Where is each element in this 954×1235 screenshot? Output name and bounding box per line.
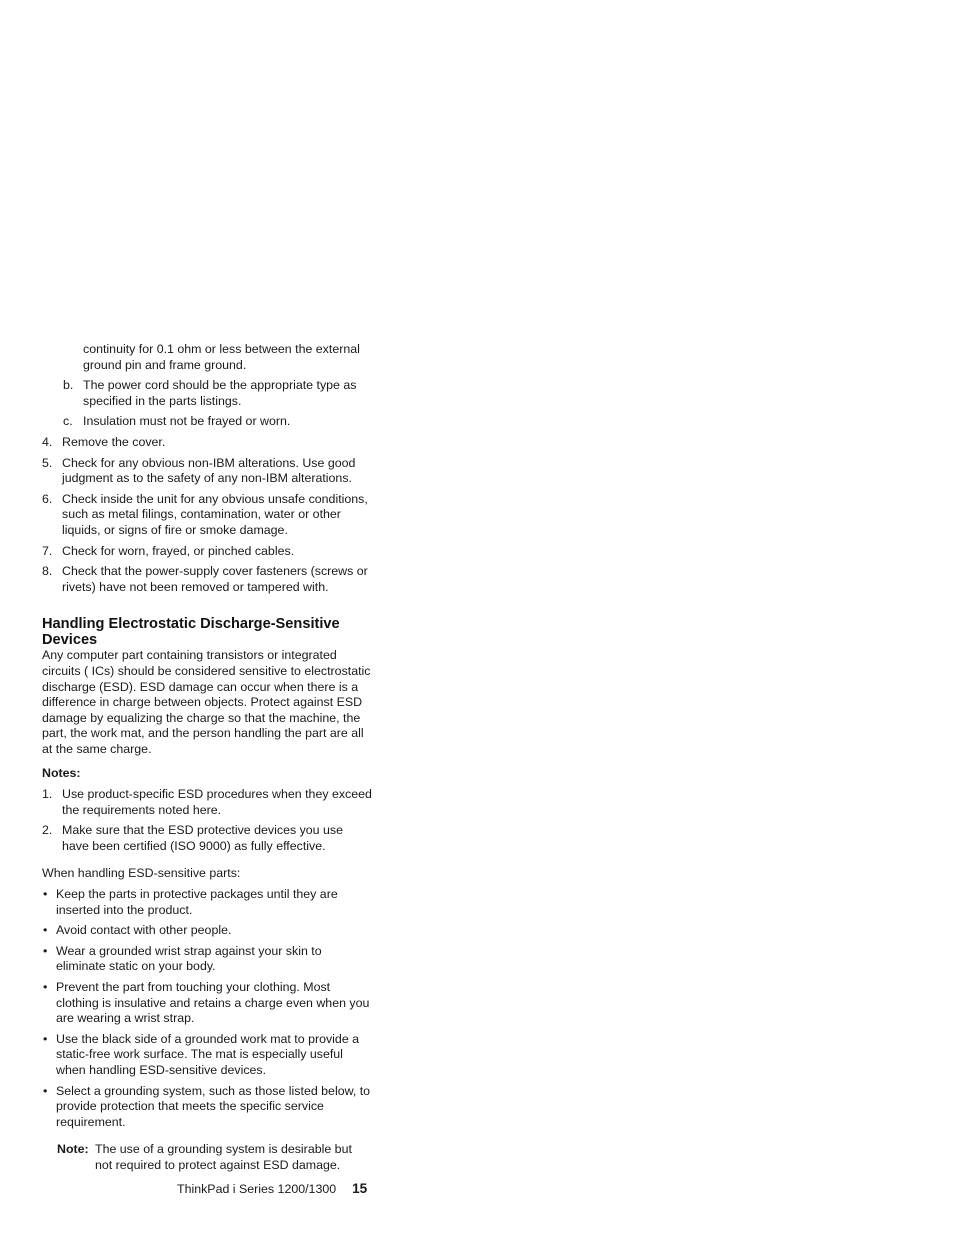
note-text: Use product-specific ESD procedures when they exceed the requirements noted here. xyxy=(62,787,372,817)
step-item xyxy=(42,492,372,539)
step-item xyxy=(42,456,372,487)
sub-item xyxy=(63,378,372,409)
step-item xyxy=(42,564,372,595)
step-label: 6. xyxy=(42,491,53,506)
sub-item-label: b. xyxy=(63,378,74,393)
note-label: 1. xyxy=(42,787,53,802)
bullet-glyph: • xyxy=(43,943,48,958)
bullet-text: Wear a grounded wrist strap against your skin to eliminate static on your body. xyxy=(56,943,322,974)
bullet-item xyxy=(42,923,372,939)
step-label: 4. xyxy=(42,434,53,449)
step-text: Check inside the unit for any obvious unsafe conditions, such as metal filings, contamination, water or other liquids, or signs of fire or smoke damage. xyxy=(62,491,368,537)
bullet-glyph: • xyxy=(43,980,48,994)
notes-heading: Notes: xyxy=(42,766,81,781)
step-item xyxy=(42,435,372,451)
step-text: Check that the power-supply cover fasteners (screws or rivets) have not been removed or tampered with. xyxy=(62,564,368,594)
page-number: 15 xyxy=(352,1181,368,1196)
bullet-item xyxy=(42,944,372,975)
bullet-item xyxy=(42,1084,372,1131)
bullet-text: Select a grounding system, such as those listed below, to provide protection that meets the specific service requirement. xyxy=(56,1083,371,1129)
step-label: 8. xyxy=(42,564,53,579)
step-label: 5. xyxy=(42,455,53,470)
grounding-note xyxy=(57,1142,372,1173)
note-item xyxy=(42,787,372,818)
handling-intro: When handling ESD-sensitive parts: xyxy=(42,866,241,881)
note-item xyxy=(42,823,372,854)
step-item xyxy=(42,544,372,560)
grounding-note-label: Note: xyxy=(57,1142,89,1157)
step-label: 7. xyxy=(42,543,53,558)
continuation-text: continuity for 0.1 ohm or less between the external ground pin and frame ground. xyxy=(83,342,360,372)
note-text: Make sure that the ESD protective devices you use have been certified (ISO 9000) as fully effective. xyxy=(62,823,343,853)
bullet-text: Use the black side of a grounded work mat to provide a static-free work surface. The mat is especially useful when handling ESD-sensitive devices. xyxy=(56,1031,360,1077)
sub-item xyxy=(63,414,372,430)
grounding-note-text: The use of a grounding system is desirable but not required to protect against ESD damage. xyxy=(95,1142,352,1172)
bullet-item xyxy=(42,887,372,918)
bullet-glyph: • xyxy=(43,923,48,938)
sub-item-text: Insulation must not be frayed or worn. xyxy=(83,414,291,429)
intro-paragraph: Any computer part containing transistors or integrated circuits ( ICs) should be considered sensitive to electrostatic discharge (ESD). ESD damage can occur when there is a difference in charge between objects. Protect against ESD damage by equalizing the charge so that the machine, the part, the work mat, and the person handling the part are all at the same charge. xyxy=(42,648,371,756)
page-footer xyxy=(177,1181,367,1197)
step-text: Check for worn, frayed, or pinched cables. xyxy=(62,543,295,558)
bullet-text: Prevent the part from touching your clothing. Most clothing is insulative and retains a charge even when you are wearing a wrist strap. xyxy=(56,980,370,1026)
footer-title: ThinkPad i Series 1200/1300 xyxy=(177,1182,337,1196)
bullet-glyph: • xyxy=(43,1031,48,1046)
bullet-text: Keep the parts in protective packages until they are inserted into the product. xyxy=(56,887,338,917)
step-text: Check for any obvious non-IBM alterations. Use good judgment as to the safety of any non-IBM alterations. xyxy=(62,455,356,486)
sub-item-label: c. xyxy=(63,414,73,429)
section-heading: Handling Electrostatic Discharge-Sensitive Devices xyxy=(42,616,340,649)
bullet-item xyxy=(42,1032,372,1079)
bullet-glyph: • xyxy=(43,1083,48,1098)
page-column xyxy=(42,342,372,1174)
bullet-item xyxy=(42,980,372,1027)
bullet-text: Avoid contact with other people. xyxy=(56,923,232,938)
step-text: Remove the cover. xyxy=(62,434,166,449)
sub-item-text: The power cord should be the appropriate type as specified in the parts listings. xyxy=(83,378,357,408)
bullet-glyph: • xyxy=(43,887,48,902)
note-label: 2. xyxy=(42,823,53,838)
